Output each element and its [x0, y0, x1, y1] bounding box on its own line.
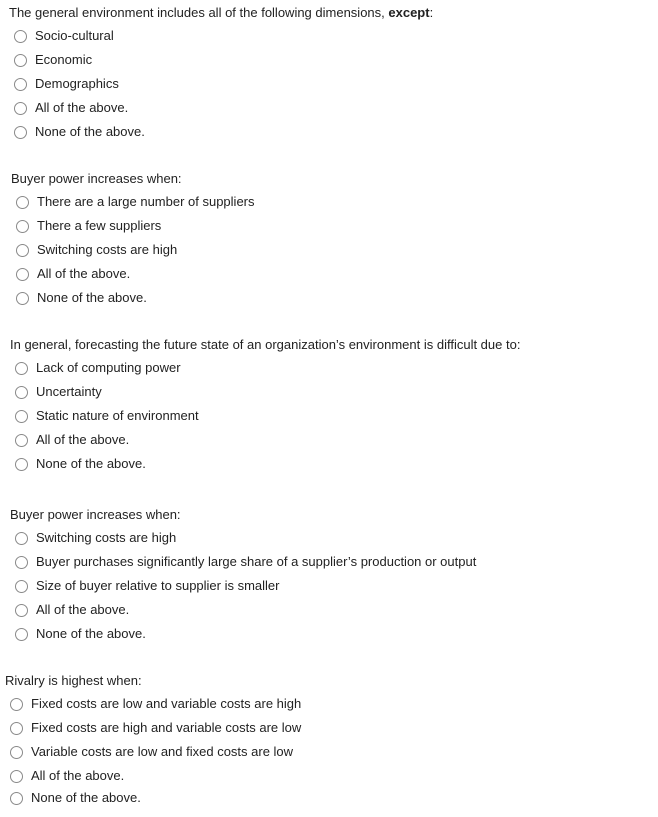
option-label: There are a large number of suppliers [37, 194, 255, 209]
radio-option[interactable] [10, 694, 301, 714]
radio-option[interactable] [15, 358, 181, 378]
option-label: There a few suppliers [37, 218, 162, 233]
radio-circle-icon[interactable] [10, 722, 23, 735]
radio-option[interactable] [15, 624, 146, 644]
radio-option[interactable] [15, 430, 129, 450]
radio-circle-icon[interactable] [15, 362, 28, 375]
radio-option[interactable] [14, 98, 128, 118]
radio-circle-icon[interactable] [15, 532, 28, 545]
radio-option[interactable] [10, 788, 141, 808]
radio-option[interactable] [14, 122, 145, 142]
option-label: None of the above. [37, 290, 147, 305]
option-label: Lack of computing power [36, 360, 181, 375]
radio-circle-icon[interactable] [15, 628, 28, 641]
radio-option[interactable] [15, 454, 146, 474]
question-prompt: Buyer power increases when: [11, 171, 182, 186]
radio-option[interactable] [10, 766, 124, 786]
radio-circle-icon[interactable] [10, 770, 23, 783]
option-label: None of the above. [35, 124, 145, 139]
radio-circle-icon[interactable] [15, 434, 28, 447]
radio-option[interactable] [15, 528, 176, 548]
radio-circle-icon[interactable] [14, 54, 27, 67]
question-prompt: Rivalry is highest when: [5, 673, 142, 688]
radio-circle-icon[interactable] [10, 746, 23, 759]
option-label: Switching costs are high [37, 242, 178, 257]
radio-circle-icon[interactable] [15, 556, 28, 569]
option-label: Buyer purchases significantly large share of a supplier’s production or output [36, 554, 477, 569]
option-label: Size of buyer relative to supplier is smaller [36, 578, 280, 593]
radio-circle-icon[interactable] [16, 244, 29, 257]
radio-circle-icon[interactable] [16, 292, 29, 305]
radio-circle-icon[interactable] [15, 386, 28, 399]
radio-option[interactable] [16, 240, 177, 260]
question-prompt: In general, forecasting the future state of an organization’s environment is difficult due to: [10, 337, 521, 352]
radio-option[interactable] [15, 576, 280, 596]
radio-circle-icon[interactable] [15, 580, 28, 593]
radio-circle-icon[interactable] [15, 458, 28, 471]
option-label: All of the above. [37, 266, 131, 281]
option-label: All of the above. [36, 602, 130, 617]
radio-circle-icon[interactable] [16, 268, 29, 281]
radio-circle-icon[interactable] [14, 78, 27, 91]
radio-option[interactable] [15, 406, 199, 426]
radio-circle-icon[interactable] [10, 792, 23, 805]
radio-circle-icon[interactable] [14, 126, 27, 139]
radio-circle-icon[interactable] [14, 102, 27, 115]
radio-option[interactable] [16, 192, 255, 212]
question-prompt: Buyer power increases when: [10, 507, 181, 522]
radio-circle-icon[interactable] [14, 30, 27, 43]
radio-option[interactable] [15, 600, 129, 620]
option-label: All of the above. [31, 768, 125, 783]
radio-circle-icon[interactable] [10, 698, 23, 711]
option-label: All of the above. [35, 100, 129, 115]
radio-option[interactable] [15, 552, 476, 572]
question-prompt: The general environment includes all of the following dimensions, except: [9, 5, 434, 20]
option-label: Economic [35, 52, 93, 67]
question-emphasis: except [388, 5, 430, 20]
radio-circle-icon[interactable] [15, 410, 28, 423]
option-label: Switching costs are high [36, 530, 177, 545]
option-label: Variable costs are low and fixed costs are low [31, 744, 294, 759]
option-label: None of the above. [36, 626, 146, 641]
option-label: None of the above. [36, 456, 146, 471]
radio-option[interactable] [14, 26, 114, 46]
radio-option[interactable] [14, 50, 92, 70]
option-label: None of the above. [31, 790, 141, 805]
option-label: Socio-cultural [35, 28, 114, 43]
option-label: Fixed costs are low and variable costs are high [31, 696, 302, 711]
radio-option[interactable] [14, 74, 119, 94]
option-label: All of the above. [36, 432, 130, 447]
option-label: Fixed costs are high and variable costs are low [31, 720, 302, 735]
radio-option[interactable] [16, 216, 161, 236]
option-label: Uncertainty [36, 384, 102, 399]
radio-option[interactable] [16, 288, 147, 308]
radio-circle-icon[interactable] [15, 604, 28, 617]
radio-option[interactable] [15, 382, 102, 402]
radio-circle-icon[interactable] [16, 196, 29, 209]
radio-option[interactable] [10, 718, 301, 738]
option-label: Demographics [35, 76, 119, 91]
option-label: Static nature of environment [36, 408, 199, 423]
radio-option[interactable] [10, 742, 293, 762]
radio-circle-icon[interactable] [16, 220, 29, 233]
radio-option[interactable] [16, 264, 130, 284]
